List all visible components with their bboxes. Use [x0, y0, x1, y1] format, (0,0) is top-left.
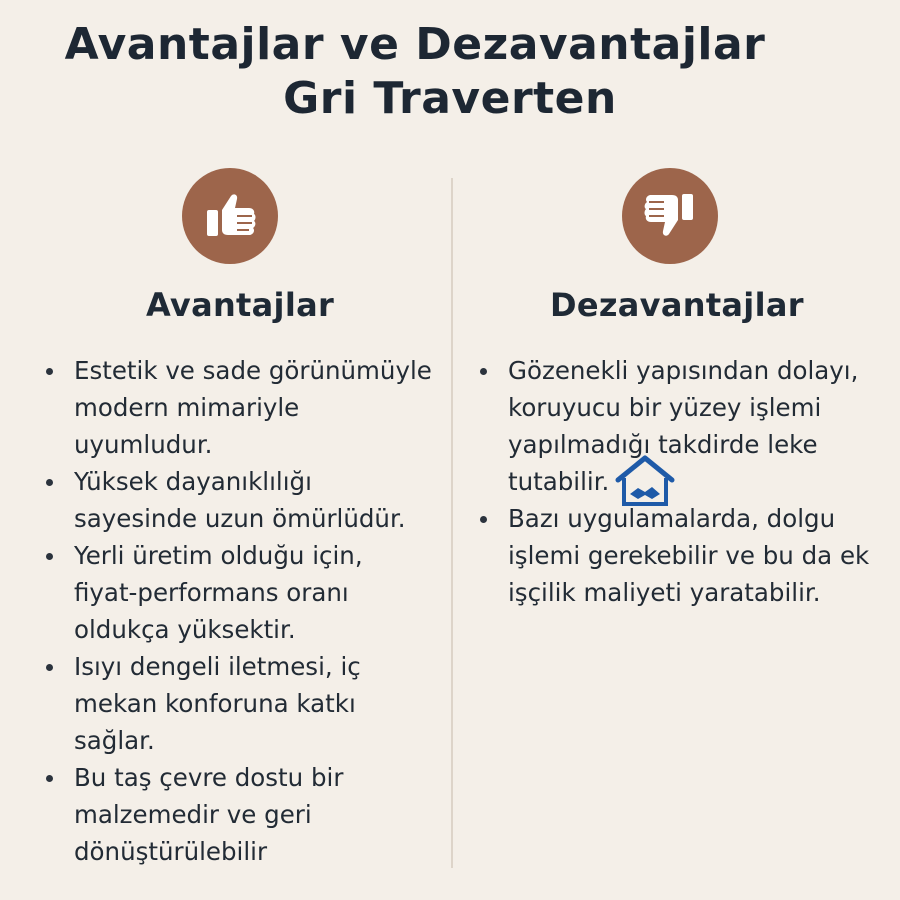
advantage-item [40, 648, 440, 759]
disadvantages-list [474, 352, 894, 611]
advantage-item-line: Bu taş çevre dostu bir [74, 763, 344, 792]
house-handshake-logo-icon [612, 452, 678, 510]
advantage-item-line: sağlar. [74, 726, 155, 755]
advantage-item [40, 352, 440, 463]
disadvantage-item-line: koruyucu bir yüzey işlemi [508, 393, 822, 422]
thumbs-up-icon [182, 168, 278, 264]
advantages-heading: Avantajlar [146, 286, 335, 324]
advantage-item-line: mekan konforuna katkı [74, 689, 356, 718]
title-line-1: Avantajlar ve Dezavantajlar [64, 19, 766, 70]
advantages-list [40, 352, 440, 870]
advantage-item-line: Yerli üretim olduğu için, [74, 541, 363, 570]
advantage-item-line: uyumludur. [74, 430, 213, 459]
title-line-2: Gri Traverten [283, 73, 617, 124]
advantage-item-line: malzemedir ve geri [74, 800, 312, 829]
bullet-icon [46, 775, 53, 782]
page-title [0, 18, 900, 126]
thumbs-down-icon [622, 168, 718, 264]
bullet-icon [480, 516, 487, 523]
column-divider [451, 178, 453, 868]
disadvantage-item-line: işçilik maliyeti yaratabilir. [508, 578, 821, 607]
disadvantage-item-line: yapılmadığı takdirde leke [508, 430, 818, 459]
advantage-item-line: fiyat-performans oranı [74, 578, 349, 607]
disadvantage-item-line: işlemi gerekebilir ve bu da ek [508, 541, 870, 570]
disadvantage-item-line: tutabilir. [508, 467, 610, 496]
bullet-icon [46, 368, 53, 375]
advantage-item-line: oldukça yüksektir. [74, 615, 296, 644]
bullet-icon [46, 479, 53, 486]
advantage-item-line: Isıyı dengeli iletmesi, iç [74, 652, 361, 681]
advantage-item-line: dönüştürülebilir [74, 837, 268, 866]
advantage-item [40, 463, 440, 537]
disadvantage-item [474, 500, 894, 611]
disadvantages-heading: Dezavantajlar [550, 286, 804, 324]
advantage-item-line: sayesinde uzun ömürlüdür. [74, 504, 406, 533]
advantage-item-line: Yüksek dayanıklılığı [74, 467, 312, 496]
advantage-item [40, 537, 440, 648]
disadvantage-item-line: Bazı uygulamalarda, dolgu [508, 504, 836, 533]
advantage-item-line: modern mimariyle [74, 393, 300, 422]
advantage-item [40, 759, 440, 870]
bullet-icon [46, 553, 53, 560]
bullet-icon [46, 664, 53, 671]
disadvantage-item-line: Gözenekli yapısından dolayı, [508, 356, 859, 385]
bullet-icon [480, 368, 487, 375]
disadvantage-item [474, 352, 894, 500]
advantage-item-line: Estetik ve sade görünümüyle [74, 356, 432, 385]
